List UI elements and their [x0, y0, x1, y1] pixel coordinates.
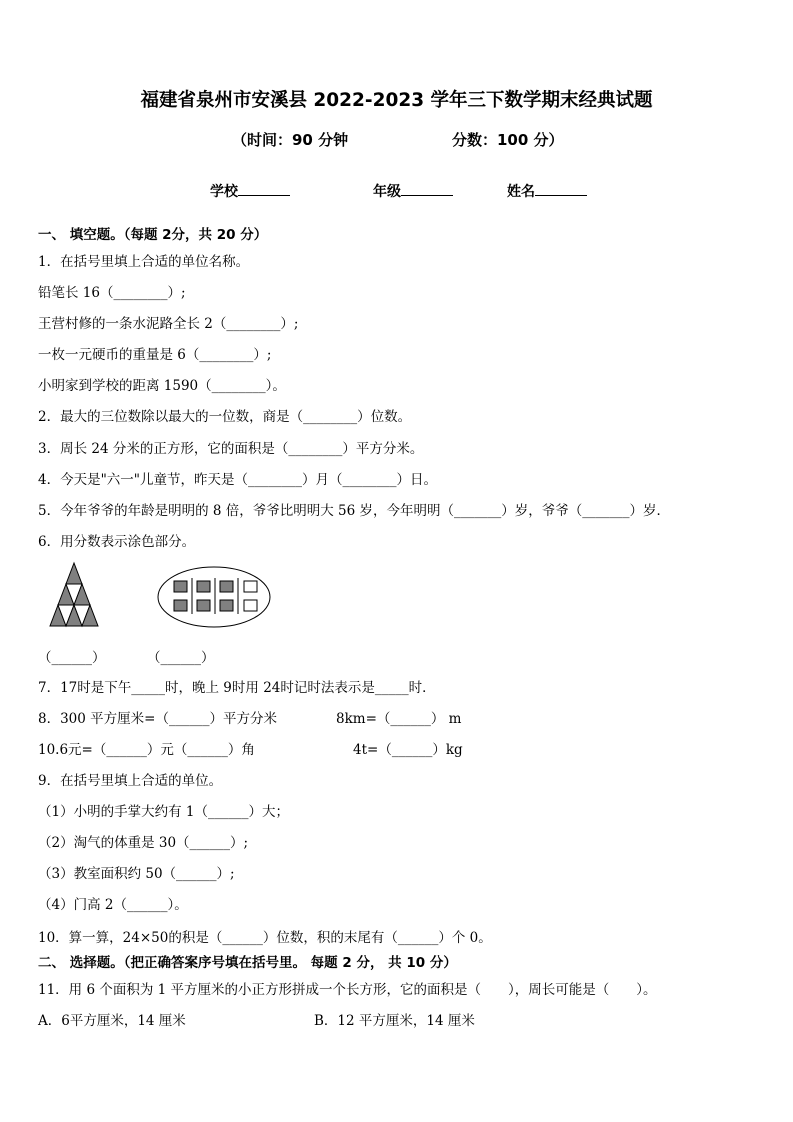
- section2-heading: 二、 选择题。（把正确答案序号填在括号里。 每题 2 分， 共 10 分）: [38, 955, 457, 971]
- question-10: 10．算一算，24×50的积是（______）位数，积的末尾有（______）个 0。: [38, 930, 492, 946]
- question-8b: 8km=（______） m: [336, 711, 462, 727]
- question-8a: 8．300 平方厘米=（______）平方分米: [38, 711, 277, 727]
- question-9-4: （4）门高 2（______）。: [38, 897, 188, 913]
- triangle-figure: [42, 562, 106, 628]
- question-4: 4．今天是"六一"儿童节，昨天是（________）月（________）日。: [38, 472, 438, 488]
- question-7: 7．17时是下午_____时，晚上 9时用 24时记时法表示是_____时．: [38, 680, 436, 696]
- question-9-3: （3）教室面积约 50（______）;: [38, 866, 235, 882]
- ellipse-figure: [157, 566, 271, 628]
- time-label: （时间：90 分钟: [232, 131, 349, 149]
- section1-heading: 一、 填空题。（每题 2分，共 20 分）: [38, 227, 268, 243]
- question-1c: 一枚一元硬币的重量是 6（________）;: [38, 347, 272, 363]
- school-blank: [238, 182, 290, 196]
- name-field: 姓名: [507, 181, 587, 201]
- question-9-1: （1）小明的手掌大约有 1（______）大；: [38, 804, 289, 820]
- question-9-2: （2）淘气的体重是 30（______）;: [38, 835, 249, 851]
- question-9: 9．在括号里填上合适的单位。: [38, 773, 223, 789]
- question-6: 6．用分数表示涂色部分。: [38, 534, 196, 550]
- school-field: 学校: [210, 181, 290, 201]
- question-11: 11．用 6 个面积为 1 平方厘米的小正方形拼成一个长方形，它的面积是（ ），周长可能是（ ）。: [38, 982, 657, 998]
- question-5: 5．今年爷爷的年龄是明明的 8 倍，爷爷比明明大 56 岁，今年明明（_______）岁，爷爷（_______）岁．: [38, 503, 671, 519]
- page-title: 福建省泉州市安溪县 2022-2023 学年三下数学期末经典试题: [140, 90, 653, 111]
- grade-blank: [401, 182, 453, 196]
- name-blank: [535, 182, 587, 196]
- question-8d: 4t=（______）kg: [353, 742, 463, 758]
- question-2: 2．最大的三位数除以最大的一位数，商是（________）位数。: [38, 409, 412, 425]
- question-3: 3．周长 24 分米的正方形，它的面积是（________）平方分米。: [38, 441, 424, 457]
- score-label: 分数：100 分）: [452, 131, 564, 149]
- question-1a: 铅笔长 16（________）;: [38, 285, 186, 301]
- question-1b: 王营村修的一条水泥路全长 2（________）;: [38, 316, 299, 332]
- question-1d: 小明家到学校的距离 1590（________）。: [38, 378, 286, 394]
- figure-answer-1: （______）: [38, 650, 106, 666]
- option-b: B．12 平方厘米，14 厘米: [314, 1013, 475, 1029]
- option-a: A．6平方厘米，14 厘米: [38, 1013, 186, 1029]
- figure-answer-2: （______）: [147, 650, 215, 666]
- question-8c: 10.6元=（______）元（______）角: [38, 742, 255, 758]
- question-1: 1．在括号里填上合适的单位名称。: [38, 254, 250, 270]
- grade-field: 年级: [373, 181, 453, 201]
